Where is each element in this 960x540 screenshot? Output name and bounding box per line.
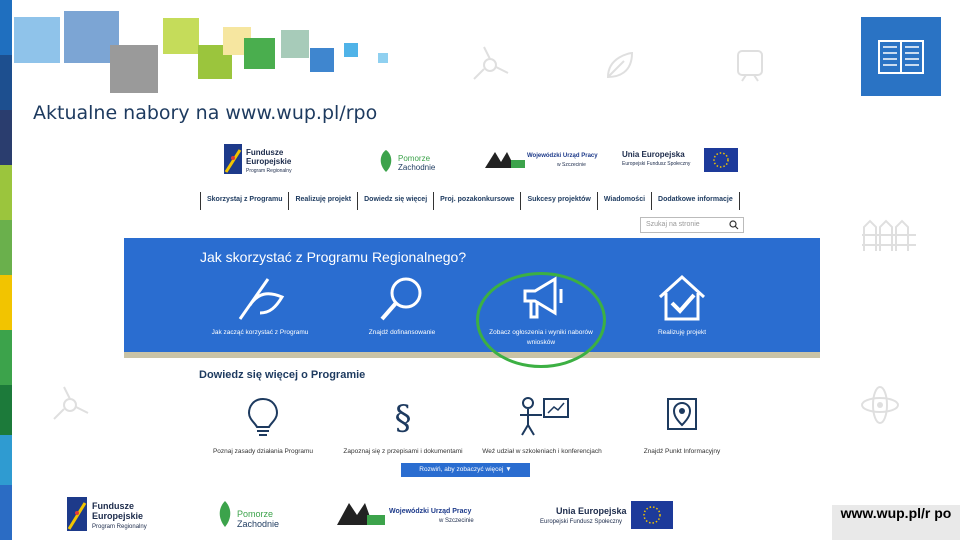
search-input[interactable] (640, 217, 744, 233)
feature-project[interactable] (622, 273, 742, 338)
more-item-documents[interactable] (333, 395, 473, 455)
wup-mark-icon (485, 148, 525, 172)
footer-pomorze-leaf-icon (215, 499, 235, 529)
footer-wup-label-1: Wojewódzki Urząd Pracy (389, 508, 472, 515)
wup-label-2: w Szczecinie (557, 162, 586, 168)
location-pin-icon (662, 395, 702, 437)
svg-text:§: § (394, 398, 412, 437)
ue-label-2: Europejski Fundusz Społeczny (622, 161, 691, 167)
eu-funds-icon (224, 144, 242, 174)
nav-item-dodatkowe[interactable]: Dodatkowe informacje (651, 192, 740, 210)
paragraph-icon (383, 395, 423, 437)
fundusze-label-3: Program Regionalny (246, 168, 292, 174)
more-item-trainings[interactable] (472, 395, 612, 455)
pomorze-label-2: Zachodnie (398, 163, 436, 172)
hero-bottom-border (124, 352, 820, 358)
nav-item-dowiedz[interactable]: Dowiedz się więcej (357, 192, 433, 210)
ue-logo (622, 140, 742, 180)
book-tile (861, 17, 941, 96)
footer-pomorze-label-2: Zachodnie (237, 519, 280, 529)
flag-icon (230, 273, 290, 323)
hero-heading: Jak skorzystać z Programu Regionalnego? (200, 249, 467, 265)
presenter-icon (512, 395, 572, 437)
footer-fundusze-label-1: Fundusze (92, 501, 134, 511)
footer-pomorze-label-1: Pomorze (237, 509, 274, 519)
more-item-trainings-label: Weź udział w szkoleniach i konferencjach (482, 448, 602, 455)
nav-item-pozakonkursowe[interactable]: Proj. pozakonkursowe (433, 192, 520, 210)
footer-eu-flag-icon (631, 501, 673, 529)
footer-url[interactable]: www.wup.pl/r po (832, 505, 960, 540)
wup-logo (485, 140, 605, 180)
feature-project-label: Realizuję projekt (657, 329, 707, 336)
feature-announcements-label: Zobacz ogłoszenia i wyniki naborów wniosków (489, 329, 593, 346)
footer-fundusze-label-3: Program Regionalny (92, 524, 147, 530)
lightbulb-icon (243, 395, 283, 437)
book-icon (861, 17, 941, 96)
slide-title: Aktualne nabory na www.wup.pl/rpo (33, 102, 378, 124)
fundusze-logo (224, 140, 344, 180)
more-item-documents-label: Zapoznaj się z przepisami i dokumentami (343, 448, 463, 455)
pomorze-logo (376, 140, 456, 180)
footer-ue-label-2: Europejski Fundusz Społeczny (540, 519, 623, 525)
more-item-rules[interactable] (193, 395, 333, 455)
feature-find-funding[interactable] (342, 273, 462, 338)
highlight-circle (476, 272, 606, 368)
fundusze-label-1: Fundusze (246, 148, 284, 157)
more-item-rules-label: Poznaj zasady działania Programu (212, 448, 314, 455)
footer-pomorze-logo (215, 493, 295, 533)
wup-label-1: Wojewódzki Urząd Pracy (527, 153, 598, 159)
footer-ue-label-1: Unia Europejska (556, 506, 627, 516)
more-item-info-point[interactable] (612, 395, 752, 455)
footer-fundusze-logo (67, 493, 167, 533)
pomorze-label-1: Pomorze (398, 154, 431, 163)
pomorze-leaf-icon (376, 148, 396, 174)
feature-start[interactable] (200, 273, 320, 338)
house-check-icon (652, 273, 712, 323)
nav-item-sukcesy[interactable]: Sukcesy projektów (520, 192, 596, 210)
footer-fundusze-label-2: Europejskie (92, 511, 144, 521)
feature-find-funding-label: Znajdź dofinansowanie (368, 329, 436, 336)
eu-flag-icon (704, 148, 738, 172)
nav-item-realizuje[interactable]: Realizuję projekt (288, 192, 357, 210)
more-heading: Dowiedz się więcej o Programie (199, 369, 366, 381)
footer-wup-label-2: w Szczecinie (439, 518, 474, 524)
nav-item-wiadomosci[interactable]: Wiadomości (597, 192, 651, 210)
expand-more-button[interactable]: Rozwiń, aby zobaczyć więcej ▼ (401, 463, 530, 477)
more-item-info-point-label: Znajdź Punkt Informacyjny (643, 448, 721, 455)
ue-label-1: Unia Europejska (622, 150, 685, 159)
nav-item-skorzystaj[interactable]: Skorzystaj z Programu (200, 192, 288, 210)
magnifier-icon (372, 273, 432, 323)
search-placeholder: Szukaj na stronie (646, 221, 700, 228)
footer-wup-logo (337, 493, 487, 533)
search-icon[interactable] (729, 220, 739, 230)
fundusze-label-2: Europejskie (246, 157, 292, 166)
feature-start-label: Jak zacząć korzystać z Programu (211, 329, 309, 336)
footer-wup-mark-icon (337, 499, 385, 529)
site-nav (200, 192, 740, 210)
footer-ue-logo (540, 493, 680, 533)
footer-eu-funds-icon (67, 497, 87, 531)
